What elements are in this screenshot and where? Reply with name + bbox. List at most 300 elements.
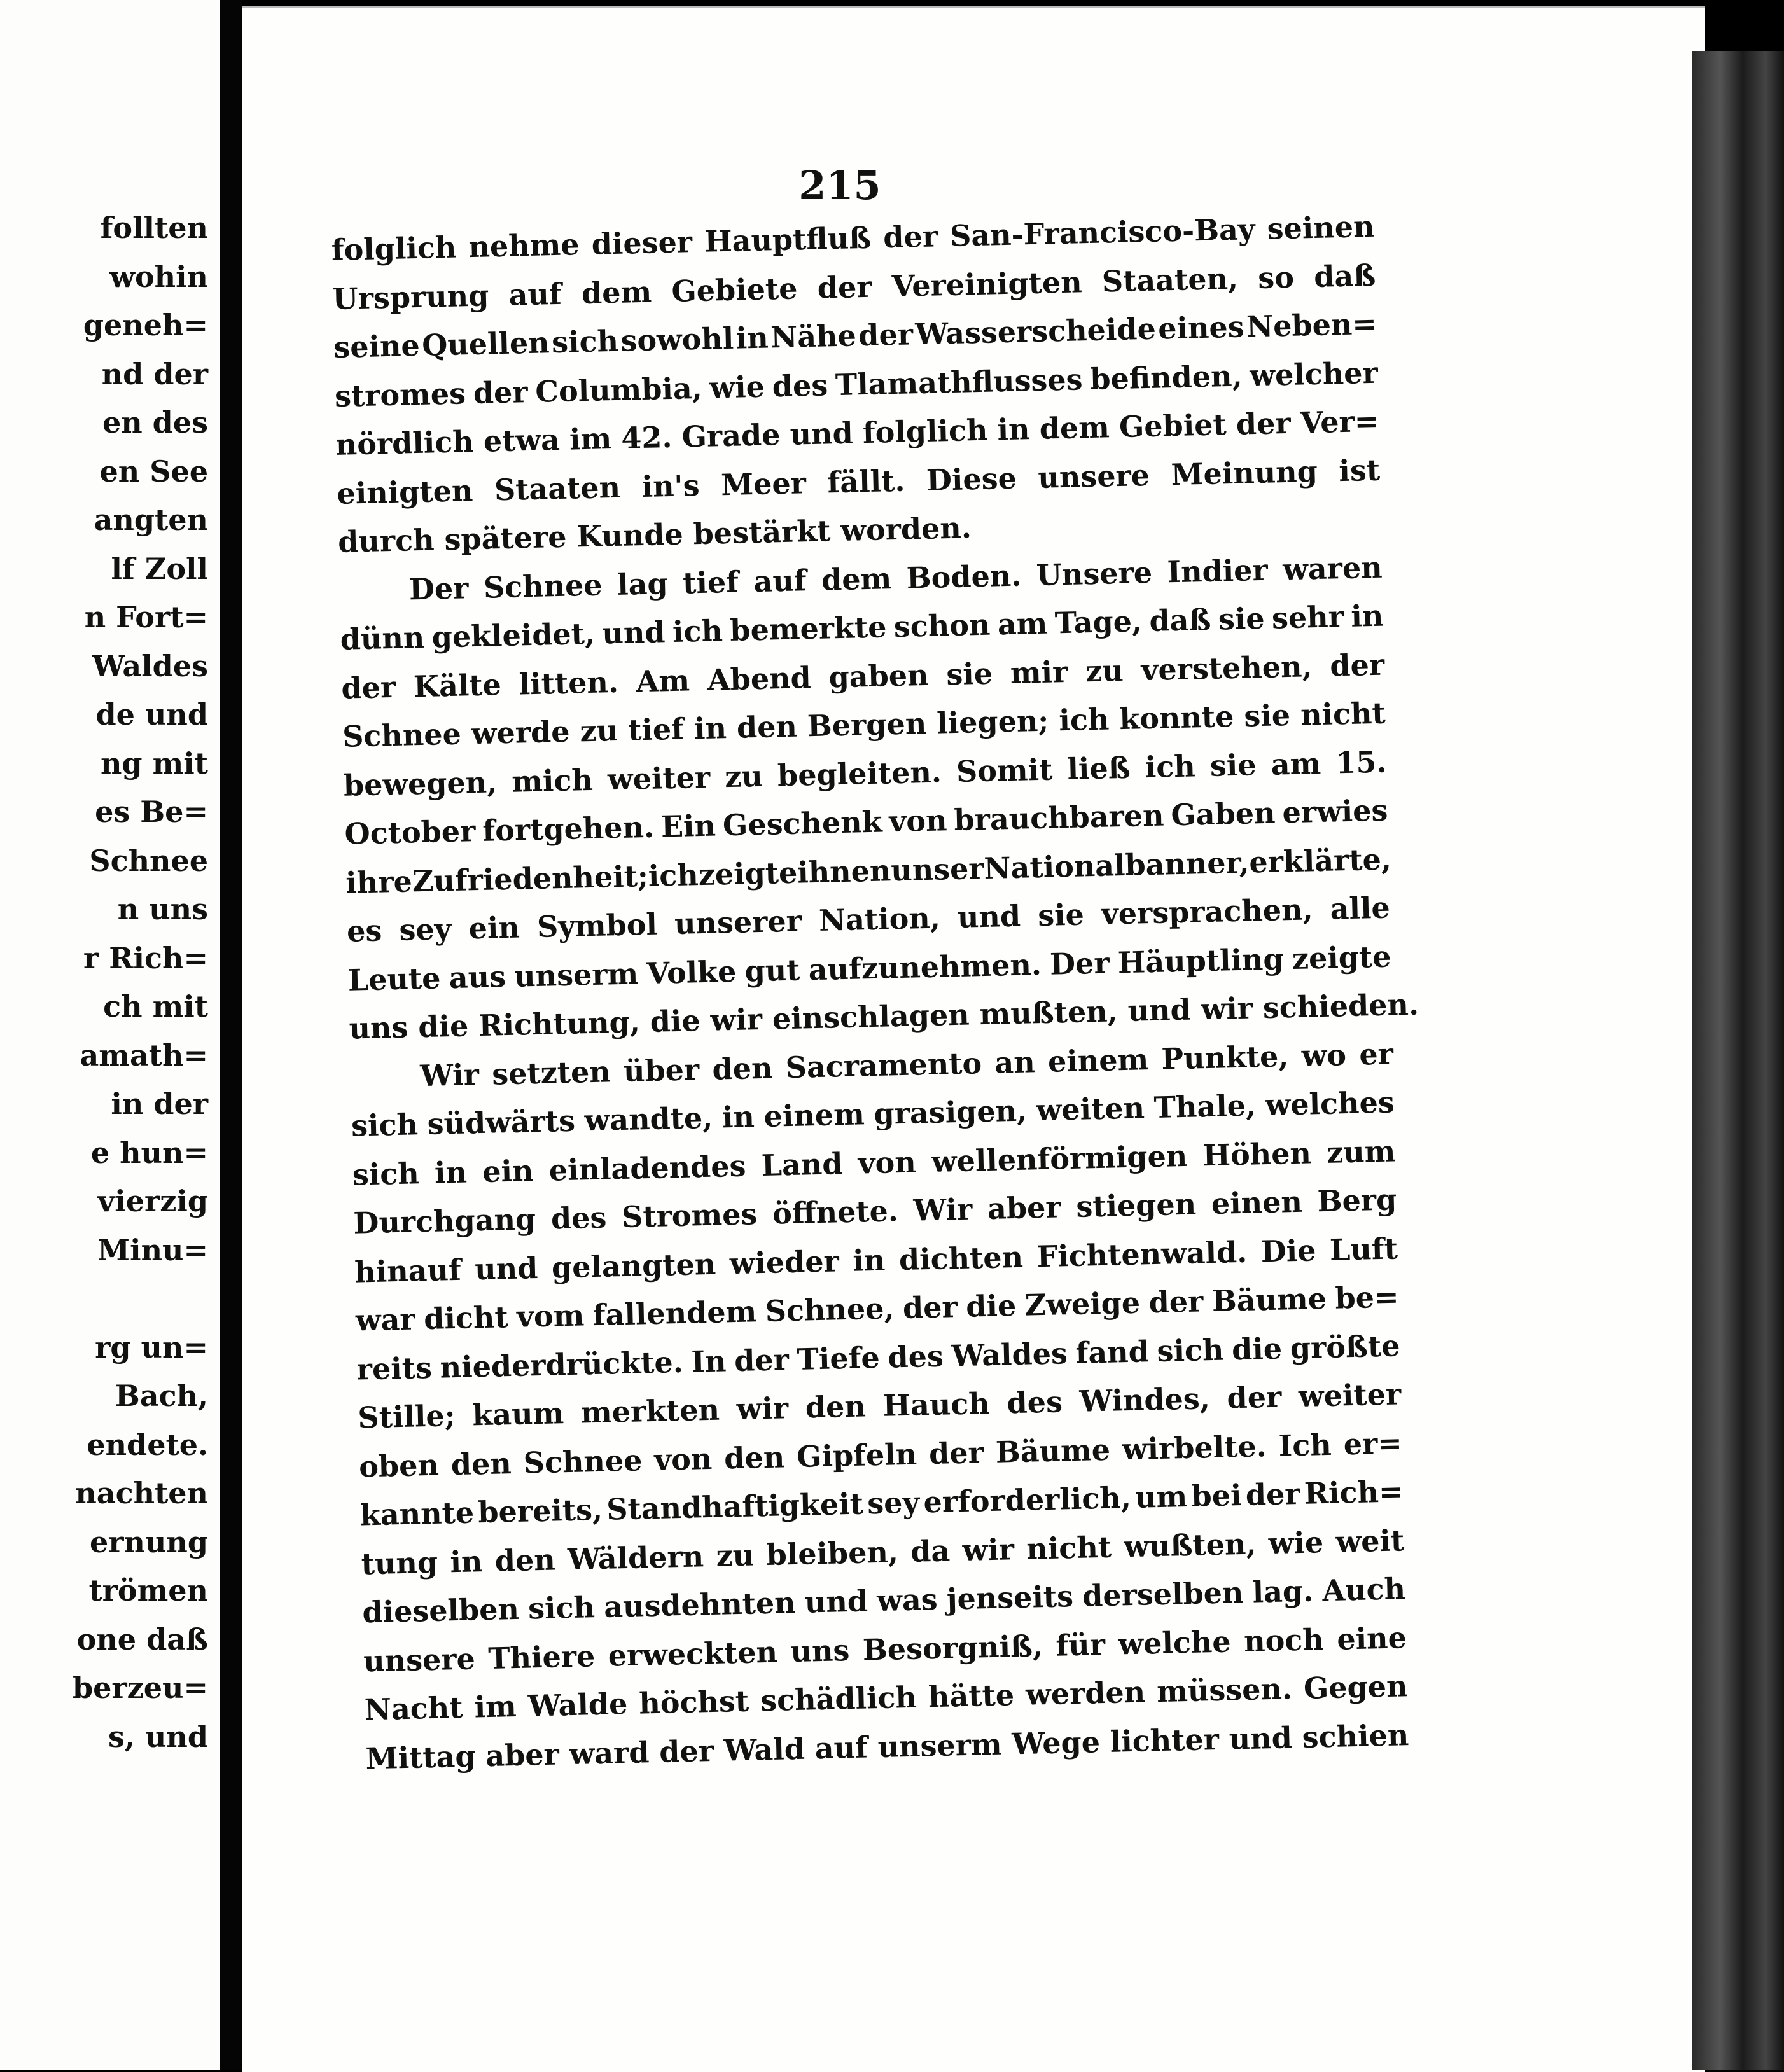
word: weiter	[1298, 1377, 1402, 1414]
word: einem	[1047, 1041, 1149, 1079]
book-gutter	[220, 0, 242, 2070]
left-page-line	[73, 1274, 208, 1323]
word: des	[887, 1338, 944, 1375]
word: setzten	[491, 1053, 611, 1092]
word: Quellen	[421, 325, 550, 363]
word: Gaben	[1170, 795, 1276, 833]
word: schien	[1302, 1717, 1409, 1755]
word: der	[1226, 1379, 1282, 1415]
word: San-Francisco-Bay	[949, 212, 1256, 253]
word: Sacramento	[785, 1045, 982, 1085]
word: Geschenk	[722, 804, 883, 843]
word: zeigte	[1292, 938, 1391, 976]
word: er	[1358, 1036, 1394, 1072]
word: einschlagen	[772, 997, 980, 1036]
word: 15.	[1335, 744, 1388, 780]
word: am	[997, 606, 1048, 642]
word: litten.	[519, 664, 619, 701]
word: ich	[1058, 702, 1110, 738]
word: reits	[356, 1350, 433, 1387]
word: daß	[1148, 602, 1211, 638]
word: eines	[1157, 309, 1245, 346]
word: Volke	[646, 954, 737, 991]
word: der	[1329, 647, 1385, 683]
left-page-line: endete.	[87, 1427, 208, 1462]
word: Ver=	[1300, 403, 1379, 440]
word: in	[1350, 598, 1384, 634]
word: Bäume	[1211, 1281, 1327, 1319]
word: Staaten	[494, 469, 621, 507]
word: Abend	[707, 660, 812, 697]
word: höchst	[638, 1683, 749, 1721]
word: in	[693, 711, 727, 746]
word: sich	[352, 1155, 420, 1192]
word: im	[473, 1688, 517, 1725]
word: und	[601, 615, 666, 651]
word: Schnee,	[765, 1291, 895, 1328]
word: Der	[408, 570, 469, 606]
word: am	[1271, 746, 1321, 782]
word: etwa	[483, 422, 561, 459]
word: in's	[641, 468, 700, 504]
word: fallendem	[592, 1294, 757, 1333]
word: Besorgniß,	[862, 1628, 1043, 1667]
word: südwärts	[427, 1103, 576, 1141]
word: unserer	[674, 903, 802, 942]
left-page-line: rg un=	[95, 1330, 208, 1365]
word: Wäldern	[567, 1538, 704, 1576]
word: Wir	[419, 1057, 480, 1093]
word: mich	[511, 762, 594, 799]
word: gelangten	[551, 1246, 716, 1285]
word: Zweige	[1024, 1285, 1141, 1323]
word: Höhen	[1202, 1135, 1312, 1172]
word: Schnee	[342, 716, 462, 754]
left-page-line: follten	[100, 211, 208, 245]
word: dem	[581, 274, 652, 310]
word: auf	[753, 562, 807, 599]
word: noch	[1243, 1622, 1325, 1658]
word: mir	[1010, 654, 1068, 690]
word: Ein	[660, 808, 716, 844]
word: der	[659, 1733, 714, 1769]
word: Schnee	[523, 1442, 643, 1480]
word: werde	[471, 714, 571, 751]
word: und	[789, 415, 854, 452]
left-page-line: lf Zoll	[111, 551, 208, 586]
word: konnte	[1118, 699, 1234, 737]
word: um	[1134, 1478, 1188, 1515]
word: aufzunehmen.	[808, 947, 1042, 987]
word: Nähe	[770, 318, 857, 355]
word: Boden.	[906, 558, 1022, 595]
word: unsere	[1037, 457, 1150, 495]
word: worden.	[840, 510, 972, 548]
word: unser	[890, 851, 985, 887]
word: Häuptling	[1117, 941, 1285, 980]
word: im	[569, 421, 612, 457]
word: der	[858, 317, 914, 353]
left-page-line: Waldes	[92, 648, 208, 683]
word: wo	[1301, 1037, 1347, 1073]
word: gekleidet,	[431, 616, 596, 655]
word: die	[1231, 1331, 1283, 1366]
word: Somit	[956, 751, 1053, 789]
word: Indier	[1166, 552, 1269, 589]
word: ihre	[345, 863, 413, 900]
word: sie	[945, 656, 993, 692]
word: es	[346, 913, 382, 949]
word: dichten	[898, 1239, 1024, 1277]
word: Thale,	[1153, 1088, 1257, 1125]
word: wieder	[729, 1243, 840, 1281]
word: Wege	[1011, 1724, 1101, 1761]
word: October	[344, 814, 476, 851]
word: brauchbaren	[953, 798, 1165, 838]
word: jenseits	[946, 1579, 1074, 1617]
word: Nacht	[364, 1690, 464, 1727]
word: wir	[1201, 991, 1264, 1027]
word: Stille;	[357, 1398, 456, 1435]
word: Bäume	[995, 1432, 1111, 1470]
word: sie	[1037, 897, 1085, 933]
word: der	[902, 1290, 958, 1326]
word: weiten	[1036, 1090, 1145, 1128]
word: sehr	[1271, 599, 1344, 636]
word: alle	[1330, 890, 1391, 926]
word: größte	[1290, 1328, 1400, 1365]
left-page-text-fragments	[73, 204, 208, 1761]
word: über	[623, 1052, 700, 1088]
word: nehme	[468, 227, 580, 265]
word: kannte	[359, 1495, 475, 1533]
word: bewegen,	[343, 764, 498, 803]
word: Standhaftigkeit	[606, 1486, 864, 1527]
word: wandte,	[584, 1100, 713, 1138]
word: lag.	[1252, 1573, 1314, 1610]
word: fortgehen.	[482, 809, 655, 848]
word: folglich	[331, 230, 457, 267]
word: derselben	[1082, 1575, 1244, 1613]
word: sich	[1156, 1332, 1224, 1368]
body-text	[331, 202, 1419, 1783]
word: Bergen	[807, 706, 927, 744]
word: erweckten	[608, 1634, 778, 1673]
word: den	[494, 1542, 556, 1578]
word: befinden,	[1089, 358, 1243, 396]
word: Gebiet	[1118, 407, 1227, 444]
word: wie	[1268, 1524, 1324, 1561]
word: Meer	[720, 465, 807, 502]
left-page-line: e hun=	[90, 1135, 208, 1170]
word: weiter	[607, 760, 711, 796]
word: schädlich	[760, 1679, 917, 1718]
word: zu	[1085, 653, 1124, 688]
word: Columbia,	[534, 370, 703, 409]
word: Der	[1049, 945, 1110, 982]
word: den	[736, 709, 798, 745]
left-page-line: en See	[99, 454, 208, 489]
word: und	[474, 1250, 538, 1286]
word: des	[550, 1200, 607, 1236]
word: Tiefe	[797, 1340, 881, 1377]
word: wellenförmigen	[931, 1138, 1188, 1179]
word: ich	[648, 857, 699, 893]
left-page-line: berzeu=	[72, 1671, 208, 1705]
word: kaum	[471, 1396, 564, 1433]
book-edge	[1692, 51, 1784, 2070]
word: einem	[763, 1097, 865, 1134]
word: den	[450, 1445, 512, 1482]
word: 42.	[620, 419, 673, 455]
word: wir	[710, 1001, 773, 1038]
word: bemerkte	[729, 609, 887, 648]
word: versprachen,	[1101, 892, 1314, 931]
word: welches	[1265, 1085, 1395, 1123]
word: Ich	[1278, 1427, 1332, 1463]
word: aber	[987, 1190, 1062, 1226]
word: Gegen	[1303, 1669, 1409, 1706]
word: gut	[744, 952, 801, 989]
word: vom	[516, 1298, 585, 1334]
word: da	[910, 1533, 951, 1569]
word: Unsere	[1036, 555, 1153, 592]
word: die	[417, 1008, 479, 1045]
word: seine	[333, 328, 421, 365]
word: dem	[1039, 410, 1110, 446]
word: ihnen	[797, 852, 891, 890]
word: Thiere	[487, 1638, 596, 1676]
left-page-line: de und	[95, 697, 208, 732]
word: sie	[1218, 601, 1265, 637]
word: weit	[1335, 1522, 1405, 1559]
word: Waldes	[951, 1335, 1068, 1373]
word: und	[804, 1583, 868, 1620]
word: Fichtenwald.	[1036, 1234, 1248, 1274]
word: mußten,	[979, 993, 1129, 1032]
word: Kälte	[413, 667, 502, 704]
word: Gebiete	[671, 270, 798, 309]
left-page-line: amath=	[80, 1038, 208, 1073]
word: eine	[1336, 1620, 1407, 1657]
word: zu	[715, 1537, 755, 1573]
left-page-line: ch mit	[103, 989, 208, 1024]
word: und	[1229, 1720, 1293, 1756]
word: zu	[579, 713, 618, 749]
word: unsere	[363, 1641, 476, 1678]
word: uns	[790, 1632, 850, 1669]
word: dieser	[591, 225, 693, 261]
word: Nation,	[818, 900, 941, 938]
word: aber	[485, 1736, 560, 1773]
left-page-line: angten	[94, 503, 208, 537]
word: fand	[1075, 1333, 1150, 1370]
word: Tage,	[1054, 604, 1143, 641]
word: grasigen,	[873, 1093, 1028, 1131]
word: wirbelte.	[1122, 1428, 1267, 1466]
word: Durchgang	[352, 1202, 536, 1241]
word: Meinung	[1171, 454, 1318, 492]
word: den	[723, 1439, 785, 1475]
word: wußten,	[1123, 1526, 1257, 1564]
word: wir	[962, 1531, 1015, 1568]
word: Diese	[926, 461, 1017, 497]
word: Grade	[681, 417, 781, 454]
word: erforderlich,	[923, 1480, 1132, 1520]
word: ausdehnten	[603, 1585, 797, 1624]
word: in	[434, 1155, 468, 1190]
word: sey	[398, 911, 452, 947]
word: erklärte,	[1248, 841, 1392, 880]
word: ward	[569, 1734, 650, 1771]
word: folglich	[862, 412, 988, 450]
word: Wasserscheide	[914, 311, 1157, 352]
word: Hauch	[882, 1386, 991, 1423]
left-page-line: s, und	[108, 1719, 208, 1754]
word: In	[690, 1343, 727, 1379]
word: verstehen,	[1141, 648, 1313, 687]
word: Vereinigten	[891, 264, 1083, 303]
word: ist	[1338, 452, 1381, 488]
word: merkten	[580, 1392, 720, 1430]
word: einigten	[336, 473, 473, 511]
word: uns	[349, 1010, 419, 1046]
word: Ursprung	[331, 277, 489, 316]
word: Auch	[1321, 1571, 1406, 1608]
word: der	[1148, 1284, 1204, 1320]
word: die	[650, 1003, 711, 1039]
left-page-line: n Fort=	[84, 600, 208, 634]
word: Tlamathflusses	[835, 361, 1084, 402]
word: ein	[468, 910, 520, 946]
word: schon	[893, 607, 991, 644]
word: tung	[361, 1545, 438, 1581]
word: sich	[527, 1590, 596, 1626]
word: sie	[1243, 697, 1291, 734]
left-page-line: wohin	[109, 259, 208, 294]
word: in	[852, 1242, 886, 1278]
word: oben	[358, 1447, 440, 1484]
word: Land	[761, 1146, 844, 1183]
left-page-line: Bach,	[115, 1379, 208, 1413]
word: daß	[1313, 258, 1376, 294]
word: tief	[682, 564, 739, 601]
word: Kunde	[576, 517, 694, 554]
word: Symbol	[536, 907, 658, 944]
word: unserm	[513, 956, 639, 994]
word: von	[858, 1144, 917, 1181]
word: des	[772, 367, 828, 403]
word: Mittag	[365, 1738, 477, 1776]
word: hinauf	[354, 1252, 462, 1290]
left-page-line: geneh=	[83, 308, 208, 342]
word: zu	[724, 758, 763, 794]
word: Stromes	[621, 1197, 758, 1235]
word: der	[734, 1342, 790, 1378]
word: welche	[1117, 1624, 1232, 1661]
word: unserm	[877, 1727, 1003, 1764]
word: wir	[736, 1391, 789, 1427]
word: Gipfeln	[796, 1436, 917, 1474]
word: bei	[1190, 1478, 1243, 1513]
word: auf	[508, 276, 562, 312]
word: liegen;	[936, 703, 1049, 740]
word: hätte	[928, 1678, 1015, 1714]
word: einladendes	[548, 1148, 746, 1188]
word: stromes	[334, 375, 466, 414]
word: Schnee	[483, 567, 603, 605]
word: ließ	[1066, 750, 1131, 786]
word: werden	[1025, 1674, 1146, 1712]
word: in	[996, 412, 1031, 447]
word: so	[1257, 260, 1295, 295]
word: sich	[551, 323, 619, 360]
word: gaben	[828, 657, 930, 694]
word: wie	[709, 369, 765, 405]
left-page-line: en des	[102, 405, 208, 440]
word: sowohl	[620, 321, 734, 358]
left-page-line: es Be=	[95, 795, 208, 829]
word: durch	[337, 522, 445, 559]
word: Richtung,	[478, 1004, 651, 1043]
word: der	[882, 219, 938, 255]
word: einen	[1211, 1184, 1303, 1221]
word: die	[965, 1288, 1017, 1324]
word: tief	[627, 711, 685, 747]
word: nicht	[1026, 1529, 1112, 1566]
word: von	[888, 803, 948, 839]
word: zum	[1326, 1133, 1396, 1170]
word: ich	[1145, 748, 1196, 784]
word: dünn	[340, 620, 425, 657]
word: bleiben,	[765, 1534, 899, 1572]
left-page-line: r Rich=	[83, 940, 208, 975]
word: der	[1236, 405, 1292, 442]
word: sie	[1209, 747, 1257, 783]
word: Zufriedenheit;	[412, 858, 649, 898]
word: den	[711, 1050, 773, 1087]
word: er=	[1343, 1425, 1403, 1461]
left-page-line: nd der	[101, 356, 208, 391]
word: auf	[814, 1729, 868, 1765]
word: für	[1055, 1627, 1106, 1663]
word: Hauptfluß	[704, 220, 872, 259]
word: was	[876, 1582, 938, 1618]
word: nördlich	[335, 424, 475, 462]
word: an	[994, 1044, 1036, 1080]
word: ich	[672, 613, 723, 649]
word: dem	[821, 560, 892, 597]
left-page-line: trömen	[88, 1573, 208, 1608]
word: waren	[1282, 550, 1383, 587]
left-page-line: in der	[111, 1087, 208, 1121]
word: den	[805, 1389, 867, 1425]
word: sey	[867, 1485, 920, 1521]
word: Neben=	[1246, 306, 1377, 344]
word: Die	[1260, 1232, 1317, 1269]
word: erwies	[1281, 793, 1388, 830]
word: Wald	[723, 1731, 805, 1768]
word: bereits,	[477, 1492, 603, 1530]
word: Luft	[1329, 1230, 1398, 1267]
left-page-line: Minu=	[97, 1232, 208, 1267]
word: der	[817, 269, 873, 305]
page-number: 215	[798, 162, 881, 209]
word: ein	[482, 1153, 534, 1189]
word: öffnete.	[772, 1193, 899, 1231]
word: lichter	[1110, 1721, 1220, 1759]
word: begleiten.	[777, 754, 942, 793]
